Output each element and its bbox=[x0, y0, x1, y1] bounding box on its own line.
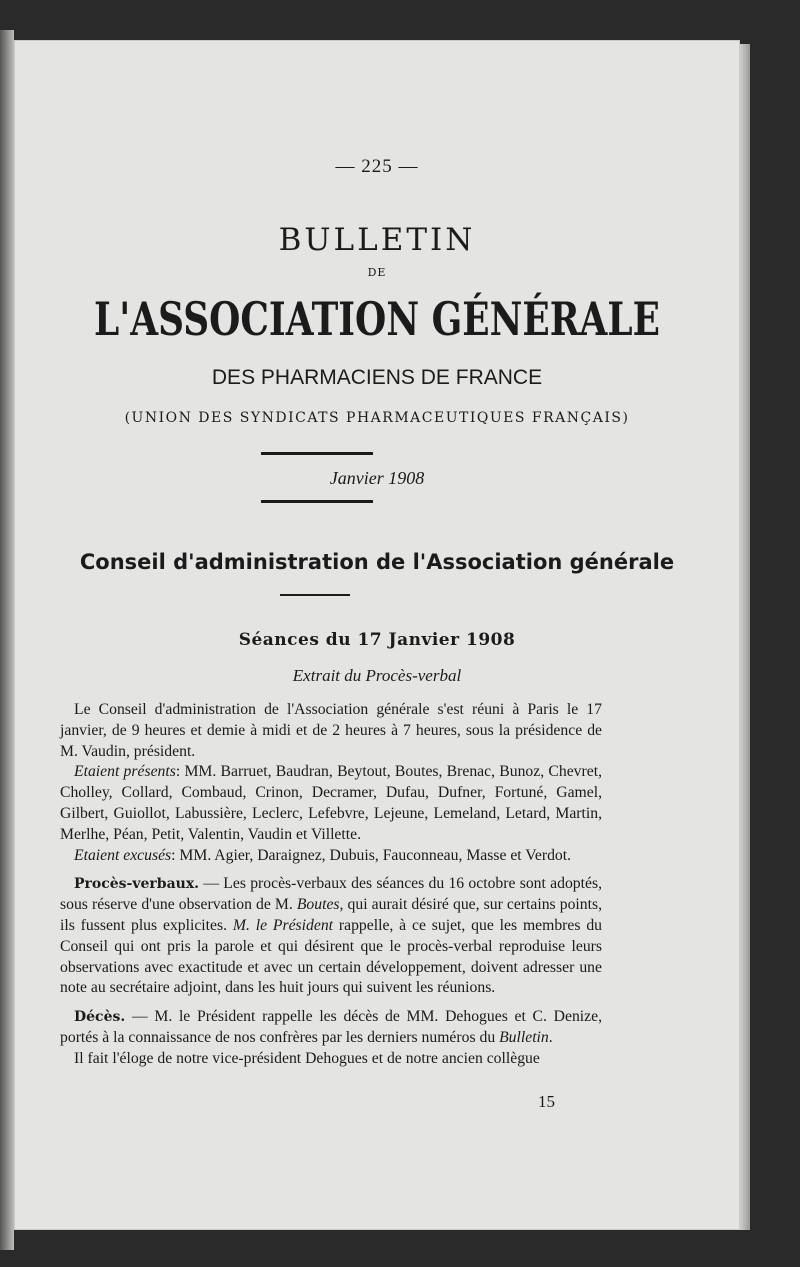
pv-text-3: rappelle, à ce sujet, que les membres du Conseil qui ont pris la parole et qui désirent que le procès-verbal reproduise leurs observations avec exactitude et avec un certain développement, doivent adresser une note au secrétaire adjoint, dans les huit jours qui suivent les réunions. bbox=[60, 916, 603, 997]
seances-heading: Séances du 17 Janvier 1908 bbox=[238, 630, 516, 650]
deces-text-1: — M. le Président rappelle les décès de MM. Dehogues et C. Denize, portés à la connaissance de nos confrères par les derniers numéros du bbox=[60, 1008, 602, 1046]
excuses-label: Etaient excusés bbox=[74, 846, 172, 864]
union-subtitle: (UNION DES SYNDICATS PHARMACEUTIQUES FRANÇAIS) bbox=[124, 410, 630, 426]
section-title: Conseil d'administration de l'Association générale bbox=[79, 550, 675, 574]
presents-label: Etaient présents bbox=[74, 763, 176, 781]
book-gutter bbox=[0, 30, 14, 1250]
pv-boutes: Boutes bbox=[296, 896, 340, 914]
presents-text: : MM. Barruet, Baudran, Beytout, Boutes, Brenac, Bunoz, Chevret, Cholley, Collard, Combaud, Crinon, Decramer, Dufau, Dufner, Fortuné, Gamel, Gilbert, Guiollot, Labussière, Leclerc, Lefebvre, Lejeune, Lemeland, Letard, Martin, Merlhe, Péan, Petit, Valentin, Vaudin et Villette. bbox=[60, 763, 602, 843]
paragraph-presents bbox=[60, 762, 602, 845]
paragraph-excuses bbox=[60, 846, 602, 867]
signature-folio: 15 bbox=[538, 1092, 555, 1111]
paragraph-eloge: Il fait l'éloge de notre vice-président Dehogues et de notre ancien collègue bbox=[74, 1049, 540, 1067]
body-text bbox=[60, 700, 602, 1070]
paragraph-deces bbox=[60, 1007, 602, 1049]
page-edge bbox=[740, 44, 750, 1230]
document-page bbox=[14, 40, 740, 1230]
paragraph-proces-verbaux bbox=[60, 874, 602, 999]
excuses-text: : MM. Agier, Daraignez, Dubuis, Fauconneau, Masse et Verdot. bbox=[171, 846, 572, 864]
pv-president: M. le Président bbox=[232, 916, 334, 934]
page-number: — 225 — bbox=[335, 156, 419, 177]
bulletin-title: BULLETIN bbox=[278, 222, 476, 258]
bulletin-de: DE bbox=[367, 266, 387, 279]
section-rule bbox=[280, 594, 350, 596]
paragraph-intro: Le Conseil d'administration de l'Association générale s'est réuni à Paris le 17 janvier, de 9 heures et demie à midi et de 2 heures à 7 heures, sous la présidence de M. Vaudin, président. bbox=[60, 701, 602, 760]
pv-text-1: — Les procès-verbaux des séances du 16 octobre sont adoptés, sous réserve d'une observation de M. bbox=[60, 875, 602, 914]
association-title: L'ASSOCIATION GÉNÉRALE bbox=[94, 292, 660, 346]
deces-label: Décès. bbox=[74, 1009, 126, 1026]
pv-text-2: , qui aurait désiré que, sur certains points, ils fussent plus explicites. bbox=[60, 896, 602, 934]
pv-label: Procès-verbaux. bbox=[74, 876, 200, 893]
pharmaciens-subtitle: DES PHARMACIENS DE FRANCE bbox=[211, 366, 543, 389]
rule-top bbox=[261, 452, 373, 455]
deces-bulletin: Bulletin bbox=[499, 1028, 549, 1046]
extrait-heading: Extrait du Procès-verbal bbox=[292, 666, 462, 685]
deces-text-2: . bbox=[548, 1028, 553, 1046]
issue-date: Janvier 1908 bbox=[329, 468, 425, 488]
rule-bottom bbox=[261, 500, 373, 503]
